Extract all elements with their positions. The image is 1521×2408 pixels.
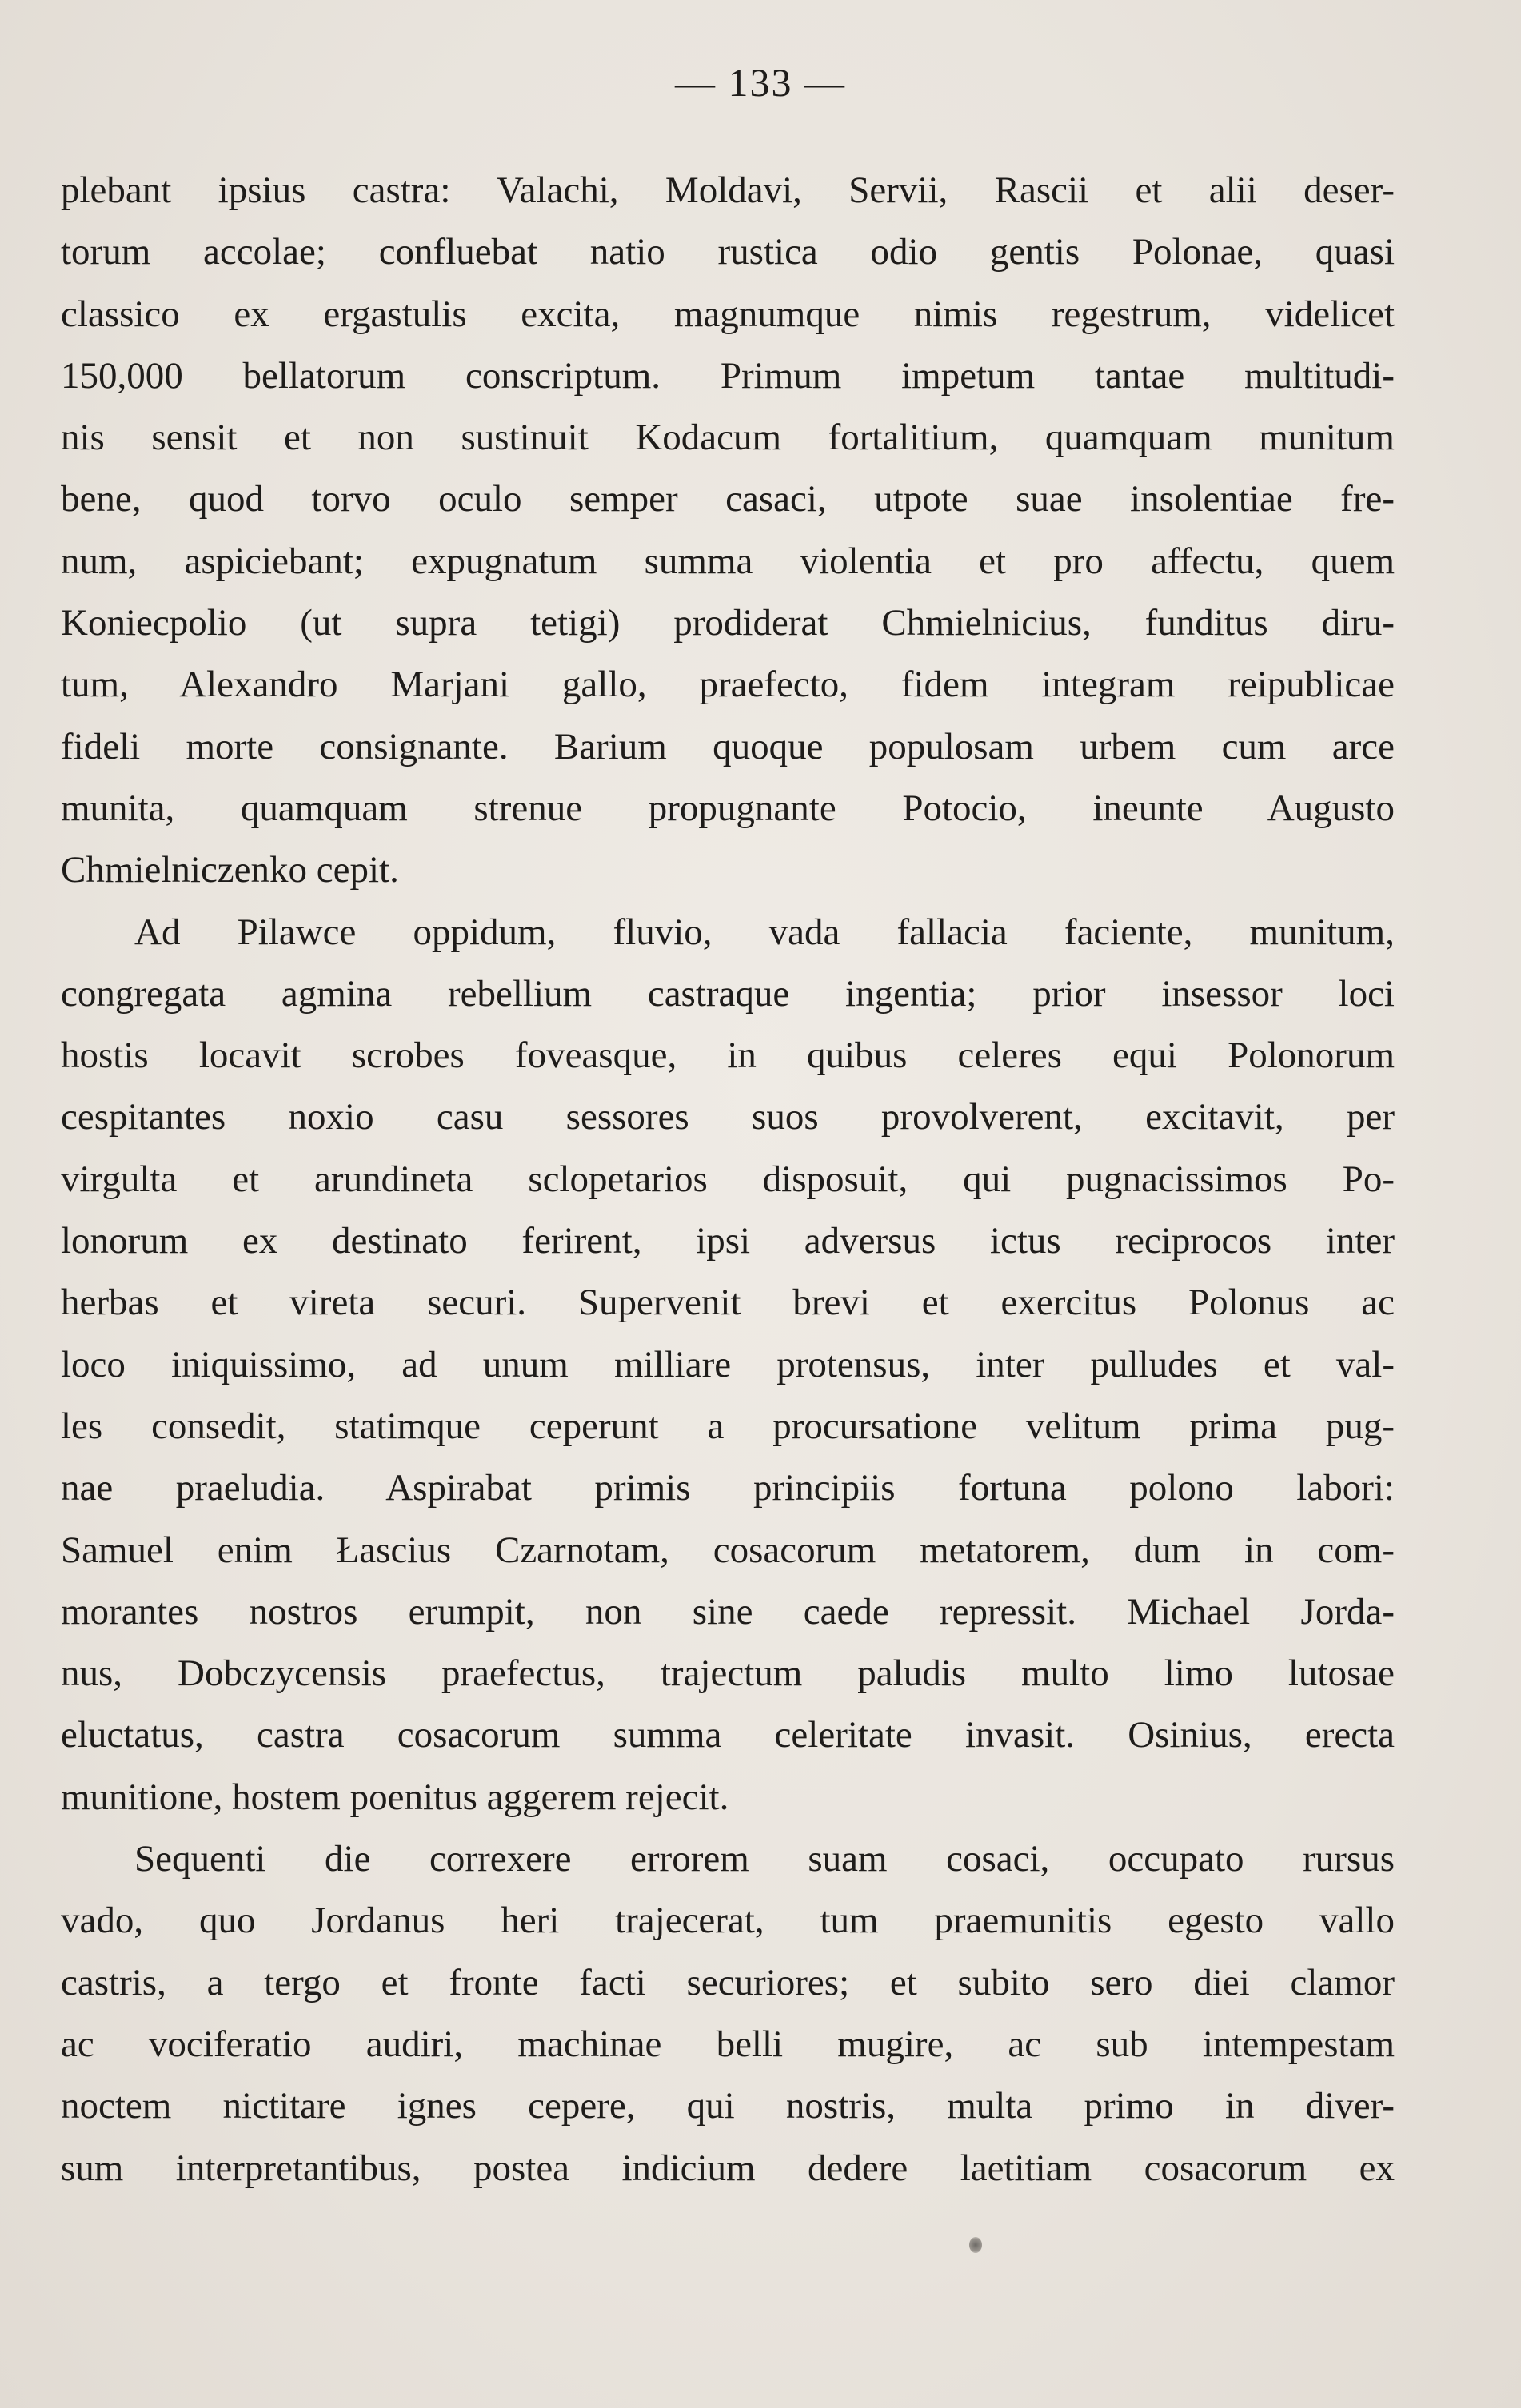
text-line: nae praeludia. Aspirabat primis principiis fortuna polono labori: xyxy=(61,1467,1395,1509)
text-line: nis sensit et non sustinuit Kodacum fortalitium, quamquam munitum xyxy=(61,417,1395,459)
text-line: lonorum ex destinato ferirent, ipsi adversus ictus reciprocos inter xyxy=(61,1220,1395,1262)
text-line: noctem nictitare ignes cepere, qui nostris, multa primo in diver- xyxy=(61,2085,1395,2127)
paragraph-2 xyxy=(61,902,1395,1828)
text-line: loco iniquissimo, ad unum milliare protensus, inter pulludes et val- xyxy=(61,1343,1395,1385)
text-line: plebant ipsius castra: Valachi, Moldavi, Servii, Rascii et alii deser- xyxy=(61,169,1395,211)
text-line: tum, Alexandro Marjani gallo, praefecto, fidem integram reipublicae xyxy=(61,664,1395,706)
text-line: hostis locavit scrobes foveasque, in quibus celeres equi Polonorum xyxy=(61,1035,1395,1077)
text-line: Koniecpolio (ut supra tetigi) prodiderat Chmielnicius, funditus diru- xyxy=(61,602,1395,644)
text-line: munita, quamquam strenue propugnante Potocio, ineunte Augusto xyxy=(61,787,1395,829)
paragraph-3 xyxy=(61,1828,1395,2199)
text-line: cespitantes noxio casu sessores suos provolverent, excitavit, per xyxy=(61,1096,1395,1138)
text-line: morantes nostros erumpit, non sine caede repressit. Michael Jorda- xyxy=(61,1590,1395,1633)
text-line: castris, a tergo et fronte facti securiores; et subito sero diei clamor xyxy=(61,1961,1395,2003)
page-number: — 133 — xyxy=(675,60,846,105)
text-line: classico ex ergastulis excita, magnumque nimis regestrum, videlicet xyxy=(61,293,1395,335)
text-line: Sequenti die correxere errorem suam cosaci, occupato rursus xyxy=(134,1838,1395,1880)
text-line: Chmielniczenko cepit. xyxy=(61,849,399,891)
ink-blot-mark xyxy=(969,2237,982,2253)
body-text xyxy=(61,160,1395,2199)
paragraph-1 xyxy=(61,160,1395,902)
text-line: vado, quo Jordanus heri trajecerat, tum praemunitis egesto vallo xyxy=(61,1900,1395,1942)
text-line: virgulta et arundineta sclopetarios disposuit, qui pugnacissimos Po- xyxy=(61,1158,1395,1200)
text-line: herbas et vireta securi. Supervenit brevi et exercitus Polonus ac xyxy=(61,1282,1395,1324)
text-line: 150,000 bellatorum conscriptum. Primum impetum tantae multitudi- xyxy=(61,354,1395,397)
text-line: fideli morte consignante. Barium quoque populosam urbem cum arce xyxy=(61,725,1395,767)
text-line: congregata agmina rebellium castraque ingentia; prior insessor loci xyxy=(61,972,1395,1015)
text-line: bene, quod torvo oculo semper casaci, utpote suae insolentiae fre- xyxy=(61,478,1395,520)
text-line: num, aspiciebant; expugnatum summa violentia et pro affectu, quem xyxy=(61,540,1395,582)
text-line: eluctatus, castra cosacorum summa celeritate invasit. Osinius, erecta xyxy=(61,1714,1395,1756)
text-line: Samuel enim Łascius Czarnotam, cosacorum metatorem, dum in com- xyxy=(61,1529,1395,1571)
text-line: les consedit, statimque ceperunt a procursatione velitum prima pug- xyxy=(61,1405,1395,1447)
text-line: ac vociferatio audiri, machinae belli mugire, ac sub intempestam xyxy=(61,2023,1395,2065)
text-line: nus, Dobczycensis praefectus, trajectum paludis multo limo lutosae xyxy=(61,1653,1395,1695)
text-line: torum accolae; confluebat natio rustica odio gentis Polonae, quasi xyxy=(61,231,1395,273)
text-line: Ad Pilawce oppidum, fluvio, vada fallacia faciente, munitum, xyxy=(134,911,1395,953)
text-line: sum interpretantibus, postea indicium dedere laetitiam cosacorum ex xyxy=(61,2147,1395,2189)
text-line: munitione, hostem poenitus aggerem rejecit. xyxy=(61,1776,729,1818)
